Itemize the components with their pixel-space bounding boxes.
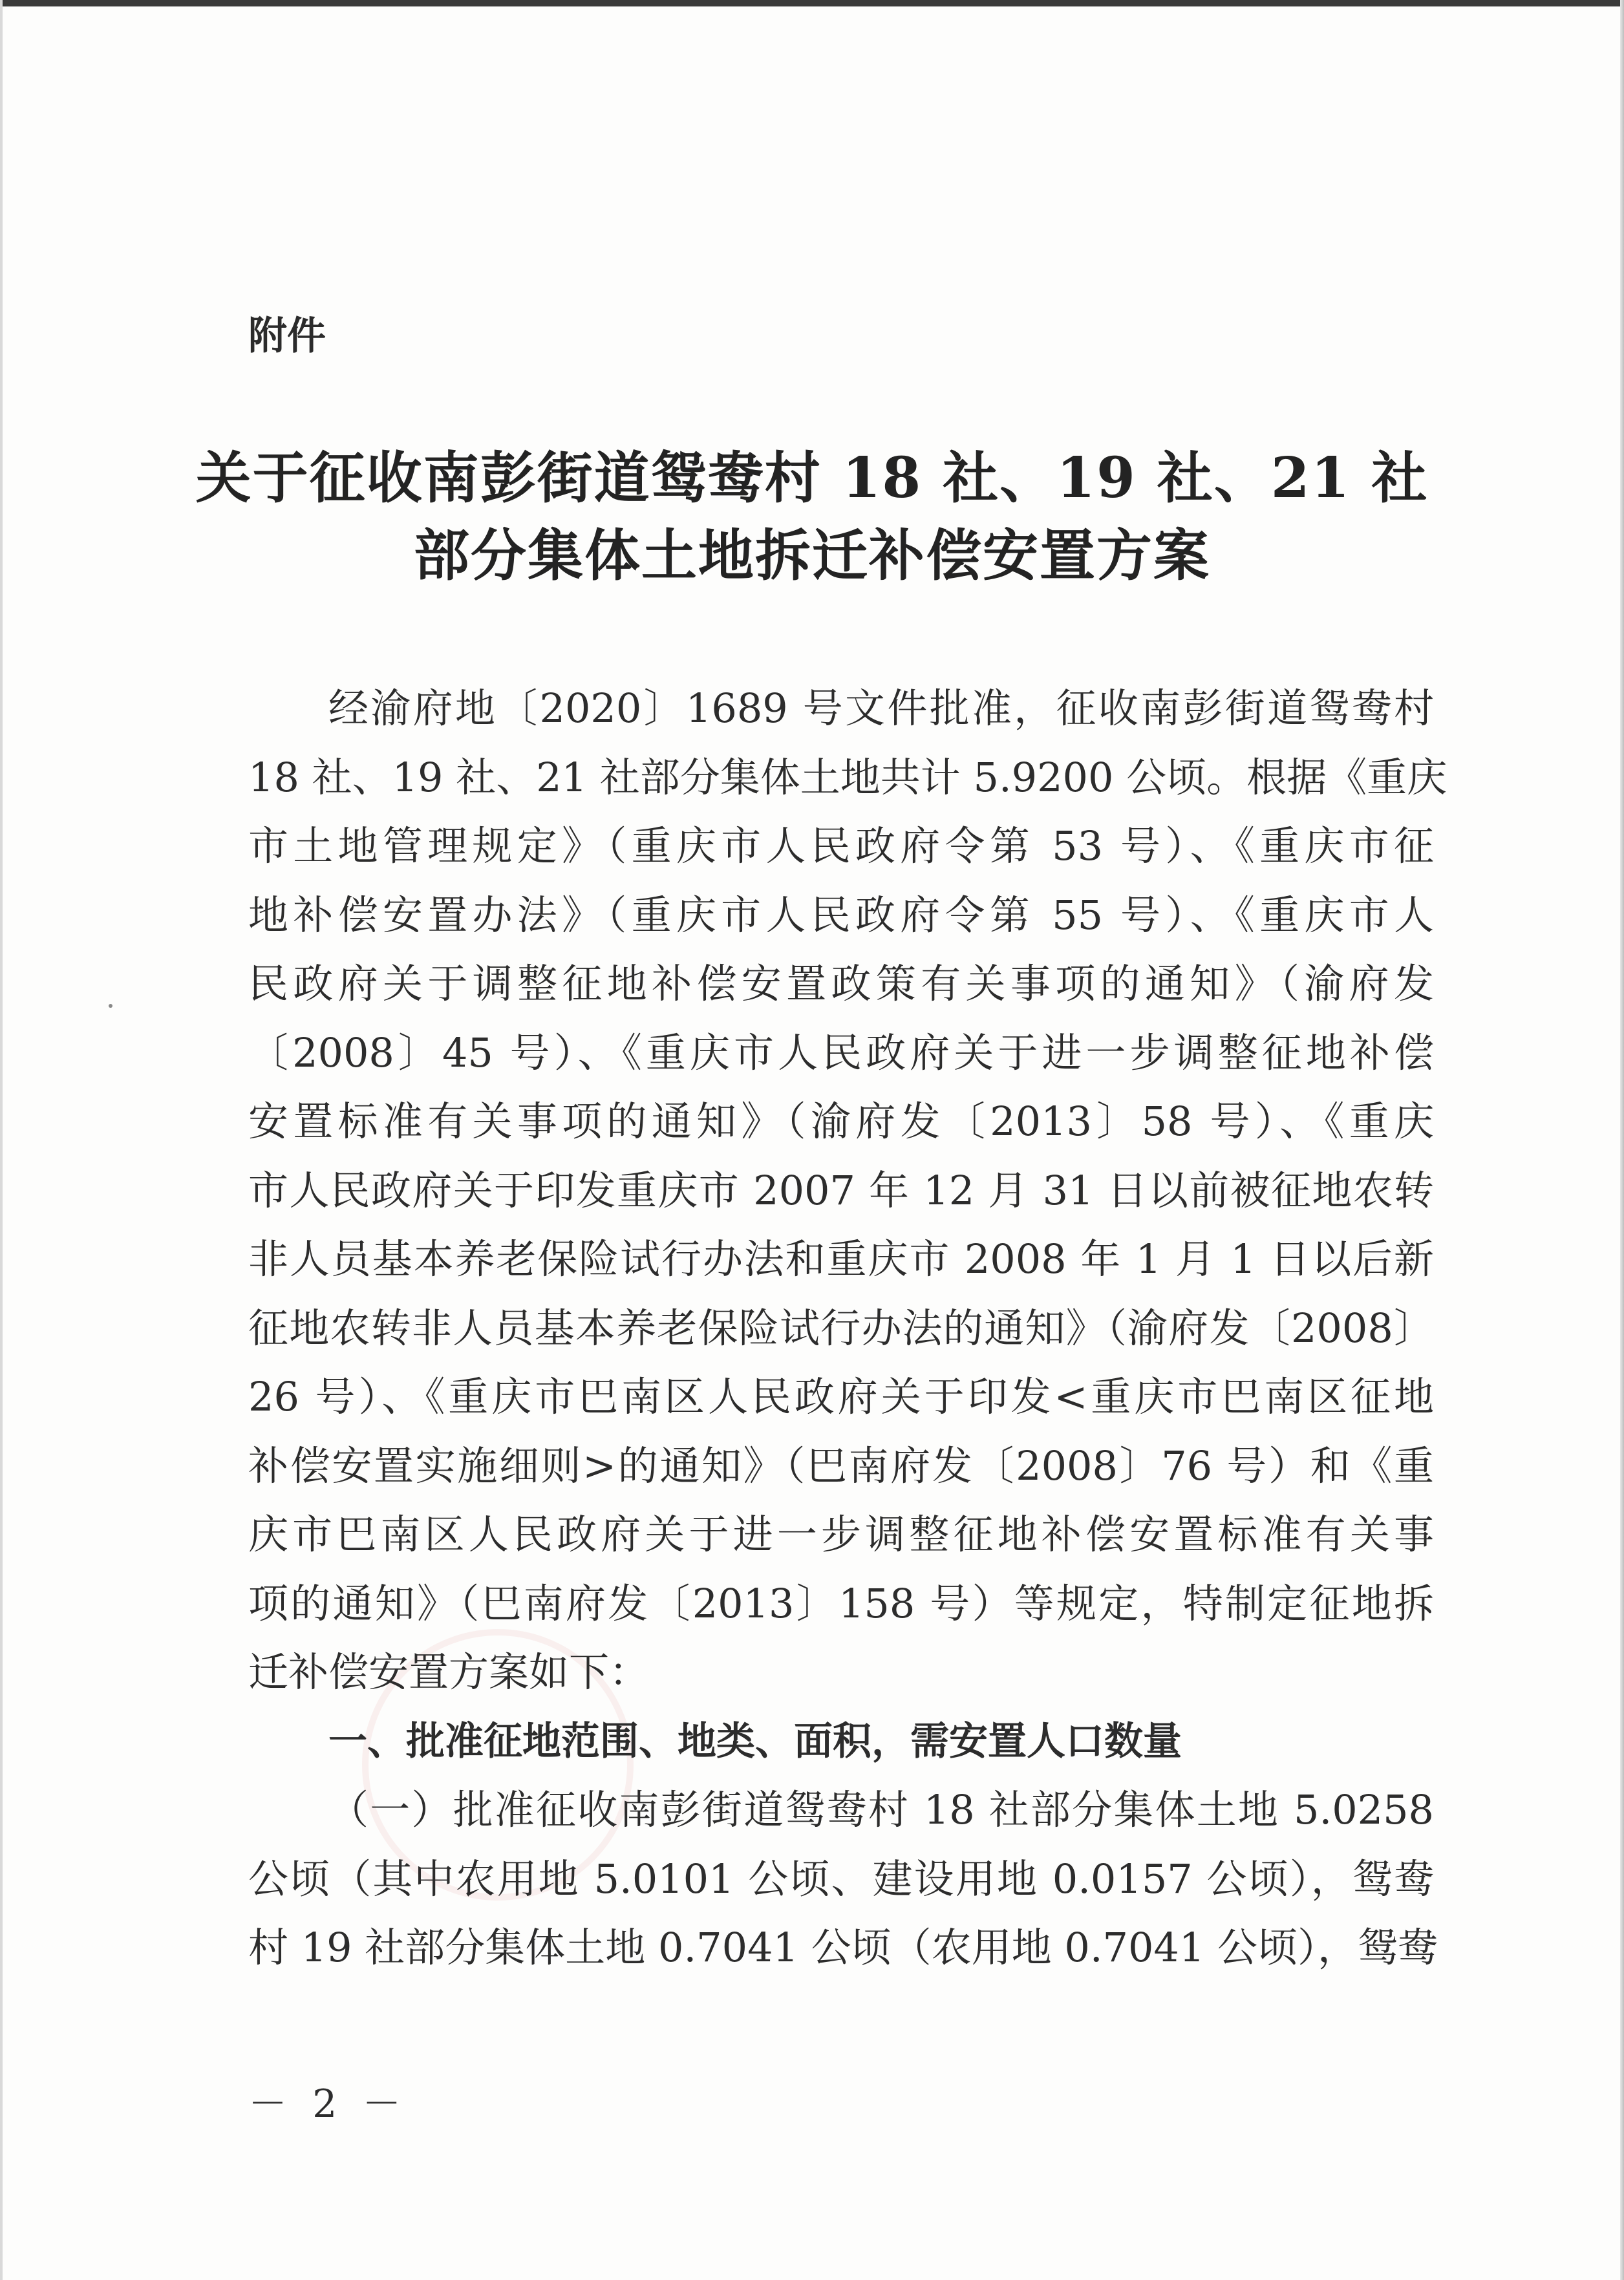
body-line: 地补偿安置办法》（重庆市人民政府令第 55 号）、《重庆市人 [248, 891, 1434, 939]
title-line-1: 关于征收南彭街道鸳鸯村 18 社、19 社、21 社 [195, 445, 1429, 511]
body-line: 项的通知》（巴南府发〔2013〕158 号）等规定，特制定征地拆 [248, 1579, 1434, 1627]
section-line: 公顷（其中农用地 5.0101 公顷、建设用地 0.0157 公顷），鸳鸯 [248, 1855, 1434, 1902]
scan-speck [109, 1004, 112, 1008]
page-number: － 2 － [248, 2082, 408, 2127]
attachment-label: 附件 [248, 314, 326, 359]
body-line: 征地农转非人员基本养老保险试行办法的通知》（渝府发〔2008〕 [248, 1304, 1434, 1352]
section-line: （一）批准征收南彭街道鸳鸯村 18 社部分集体土地 5.0258 [328, 1786, 1434, 1833]
body-line: 市土地管理规定》（重庆市人民政府令第 53 号）、《重庆市征 [248, 822, 1434, 869]
body-line: 经渝府地〔2020〕1689 号文件批准，征收南彭街道鸳鸯村 [328, 685, 1434, 732]
scan-edge-right [1620, 0, 1624, 2280]
body-line: 〔2008〕45 号）、《重庆市人民政府关于进一步调整征地补偿 [248, 1028, 1434, 1076]
scan-edge-left [0, 0, 3, 2280]
body-line: 迁补偿安置方案如下： [248, 1648, 650, 1696]
document-body [248, 674, 1448, 1983]
body-line: 26 号）、《重庆市巴南区人民政府关于印发<重庆市巴南区征地 [248, 1373, 1434, 1420]
title-line-2: 部分集体土地拆迁补偿安置方案 [414, 523, 1210, 588]
document-title [194, 440, 1430, 595]
body-line: 非人员基本养老保险试行办法和重庆市 2008 年 1 月 1 日以后新 [248, 1235, 1434, 1283]
scan-edge-top [0, 0, 1624, 6]
section-line: 村 19 社部分集体土地 0.7041 公顷（农用地 0.7041 公顷），鸳鸯 [248, 1924, 1438, 1971]
body-line: 庆市巴南区人民政府关于进一步调整征地补偿安置标准有关事 [248, 1511, 1434, 1558]
body-line: 安置标准有关事项的通知》（渝府发〔2013〕58 号）、《重庆 [248, 1098, 1434, 1145]
section-heading: 一、批准征地范围、地类、面积，需安置人口数量 [328, 1718, 1182, 1764]
body-line: 市人民政府关于印发重庆市 2007 年 12 月 31 日以前被征地农转 [248, 1166, 1434, 1214]
body-line: 18 社、19 社、21 社部分集体土地共计 5.9200 公顷。根据《重庆 [248, 753, 1448, 801]
body-line: 补偿安置实施细则>的通知》（巴南府发〔2008〕76 号）和《重 [248, 1442, 1434, 1489]
body-line: 民政府关于调整征地补偿安置政策有关事项的通知》（渝府发 [248, 960, 1434, 1007]
